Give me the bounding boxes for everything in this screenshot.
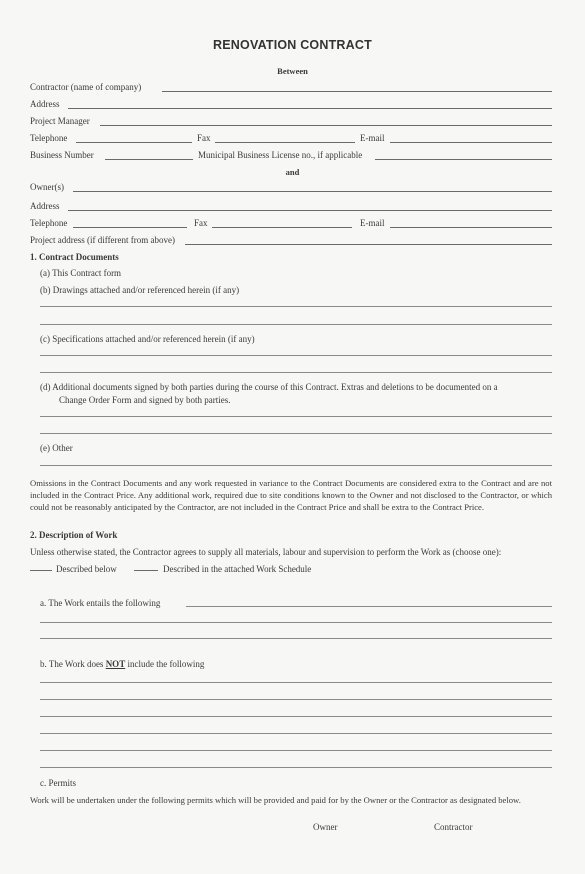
specifications-line-2[interactable]: [40, 372, 552, 373]
not-emphasis: NOT: [105, 659, 126, 669]
work-entails-line-2[interactable]: [40, 622, 552, 623]
contractor-telephone-label: Telephone: [30, 133, 68, 143]
contractor-fax-label: Fax: [197, 133, 211, 143]
contractor-name-label: Contractor (name of company): [30, 82, 142, 92]
not-included-line-3[interactable]: [40, 716, 552, 717]
work-schedule-label: Described in the attached Work Schedule: [163, 564, 312, 574]
project-address-line[interactable]: [185, 244, 552, 245]
contractor-fax-line[interactable]: [215, 142, 355, 143]
work-entails-line-1[interactable]: [186, 606, 552, 607]
owner-email-line[interactable]: [390, 227, 552, 228]
owner-telephone-line[interactable]: [73, 227, 187, 228]
project-manager-line[interactable]: [100, 125, 552, 126]
owner-email-label: E-mail: [360, 218, 385, 228]
described-below-checkline[interactable]: [30, 570, 52, 571]
section1-heading: 1. Contract Documents: [30, 252, 119, 262]
additional-docs-line-2[interactable]: [40, 433, 552, 434]
between-label: Between: [277, 66, 308, 76]
not-included-line-6[interactable]: [40, 767, 552, 768]
and-label: and: [285, 167, 300, 177]
section1-item-d-line2: Change Order Form and signed by both parties.: [59, 395, 231, 405]
municipal-license-label: Municipal Business License no., if applicable: [198, 150, 363, 160]
specifications-line-1[interactable]: [40, 355, 552, 356]
not-included-line-1[interactable]: [40, 682, 552, 683]
owner-telephone-label: Telephone: [30, 218, 68, 228]
contractor-name-line[interactable]: [162, 91, 552, 92]
work-not-included-label: b. The Work does NOT include the following: [40, 659, 205, 669]
contractor-email-label: E-mail: [360, 133, 385, 143]
permits-label: c. Permits: [40, 778, 76, 788]
not-included-line-5[interactable]: [40, 750, 552, 751]
business-number-label: Business Number: [30, 150, 94, 160]
described-below-label: Described below: [56, 564, 117, 574]
section1-item-d-line1: (d) Additional documents signed by both parties during the course of this Contract. Extras and deletions to be documented on a: [40, 382, 498, 392]
project-address-label: Project address (if different from above): [30, 235, 176, 245]
omissions-paragraph: Omissions in the Contract Documents and any work requested in variance to the Contract Documents are considered extra to the Contract and are not included in the Contract Price. Any additional work, required due to site conditions known to the Owner and not disclosed to the Contractor, or which could not be reasonably anticipated by the Contractor, are not included in the Contract Price and shall be extra to the Contract Price.: [30, 478, 552, 512]
additional-docs-line-1[interactable]: [40, 416, 552, 417]
drawings-line-1[interactable]: [40, 306, 552, 307]
contractor-address-line[interactable]: [68, 108, 552, 109]
owner-column-label: Owner: [313, 822, 338, 832]
owner-fax-line[interactable]: [212, 227, 352, 228]
owner-address-line[interactable]: [68, 210, 552, 211]
project-manager-label: Project Manager: [30, 116, 90, 126]
document-title: RENOVATION CONTRACT: [213, 38, 372, 52]
section1-item-e: (e) Other: [40, 443, 73, 453]
section2-heading: 2. Description of Work: [30, 530, 118, 540]
work-entails-label: a. The Work entails the following: [40, 598, 161, 608]
contractor-email-line[interactable]: [390, 142, 552, 143]
permits-paragraph: Work will be undertaken under the following permits which will be provided and paid for by the Owner or the Contractor as designated below.: [30, 795, 521, 805]
section1-item-a: (a) This Contract form: [40, 268, 122, 278]
contractor-telephone-line[interactable]: [76, 142, 192, 143]
work-entails-line-3[interactable]: [40, 638, 552, 639]
not-included-line-2[interactable]: [40, 699, 552, 700]
contractor-column-label: Contractor: [434, 822, 473, 832]
other-line[interactable]: [40, 465, 552, 466]
contractor-address-label: Address: [30, 99, 60, 109]
owner-fax-label: Fax: [194, 218, 208, 228]
owner-address-label: Address: [30, 201, 60, 211]
section2-intro: Unless otherwise stated, the Contractor agrees to supply all materials, labour and supervision to perform the Work as (choose one):: [30, 547, 502, 557]
business-number-line[interactable]: [105, 159, 193, 160]
not-included-line-4[interactable]: [40, 733, 552, 734]
section1-item-b: (b) Drawings attached and/or referenced herein (if any): [40, 285, 240, 295]
owners-label: Owner(s): [30, 182, 64, 192]
owners-line[interactable]: [73, 191, 552, 192]
section1-item-c: (c) Specifications attached and/or referenced herein (if any): [40, 334, 255, 344]
drawings-line-2[interactable]: [40, 324, 552, 325]
work-schedule-checkline[interactable]: [134, 570, 158, 571]
municipal-license-line[interactable]: [375, 159, 552, 160]
